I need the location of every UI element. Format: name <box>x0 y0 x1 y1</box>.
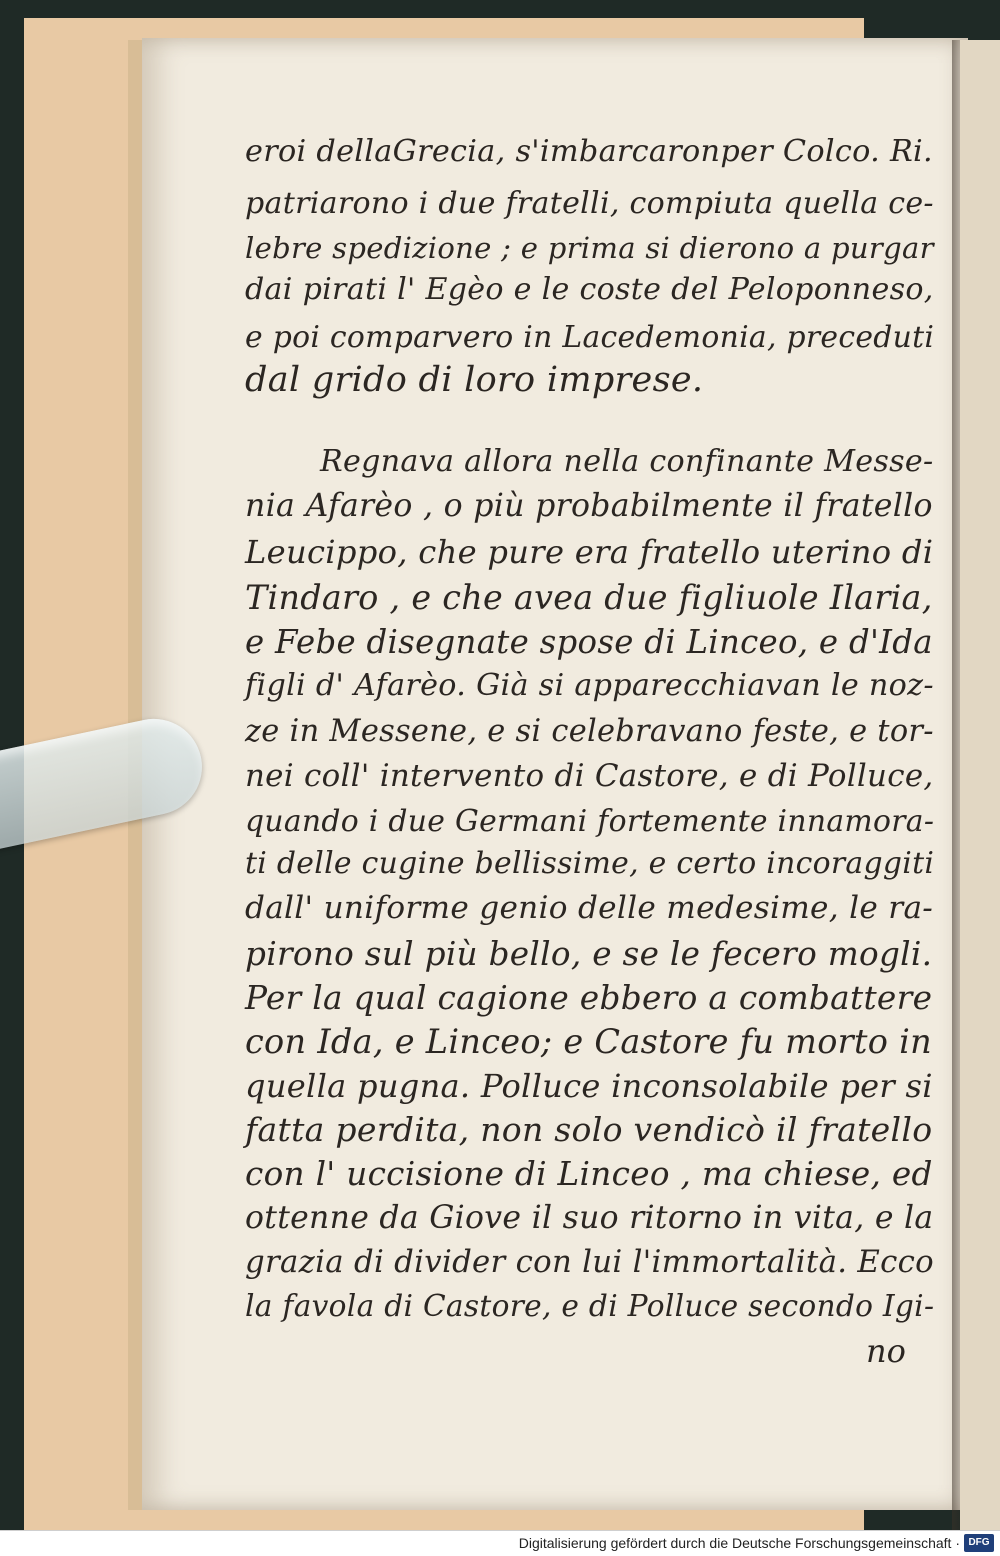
text-line: pirono sul più bello, e se le fecero mogli. <box>245 935 933 973</box>
text-line: con l' uccisione di Linceo , ma chiese, ed <box>245 1155 933 1193</box>
text-line: dal grido di loro imprese. <box>245 360 704 400</box>
text-line: figli d' Afarèo. Già si apparecchiavan le noz- <box>245 668 934 703</box>
dfg-logo: DFG <box>964 1534 994 1552</box>
footer-bar <box>0 1530 1000 1556</box>
text-line: ottenne da Giove il suo ritorno in vita, e la <box>245 1200 934 1236</box>
text-line: lebre spedizione ; e prima si dierono a purgar <box>245 231 934 265</box>
text-line: Per la qual cagione ebbero a combattere <box>245 979 933 1017</box>
text-line: e poi comparvero in Lacedemonia, preceduti <box>245 320 935 355</box>
text-line: dall' uniforme genio delle medesime, le ra- <box>245 890 934 926</box>
facing-page-edge <box>960 40 1000 1530</box>
text-line: patriarono i due fratelli, compiuta quella ce- <box>245 186 934 221</box>
catchword: no <box>866 1332 906 1370</box>
text-line: fatta perdita, non solo vendicò il fratello <box>245 1110 933 1149</box>
text-line: ze in Messene, e si celebravano feste, e tor- <box>245 714 934 749</box>
funding-credit: Digitalisierung gefördert durch die Deutsche Forschungsgemeinschaft · <box>518 1535 960 1551</box>
text-line: dai pirati l' Egèo e le coste del Peloponneso, <box>245 272 934 307</box>
text-line: eroi dellaGrecia, s'imbarcaronper Colco. Ri. <box>245 134 933 169</box>
text-line: quella pugna. Polluce inconsolabile per si <box>245 1067 933 1105</box>
text-line: e Febe disegnate spose di Linceo, e d'Ida <box>245 623 933 661</box>
text-line: nei coll' intervento di Castore, e di Polluce, <box>245 758 934 794</box>
text-line: Tindaro , e che avea due figliuole Ilaria, <box>245 578 933 617</box>
text-line: la favola di Castore, e di Polluce secondo Igi- <box>245 1289 935 1323</box>
text-line: nia Afarèo , o più probabilmente il fratello <box>245 488 933 524</box>
text-line: ti delle cugine bellissime, e certo incoraggiti <box>245 846 935 881</box>
text-line: con Ida, e Linceo; e Castore fu morto in <box>245 1022 933 1061</box>
paragraph-first-line: Regnava allora nella confinante Messe- <box>320 444 934 479</box>
text-line: grazia di divider con lui l'immortalità. Ecco <box>245 1244 934 1280</box>
text-line: quando i due Germani fortemente innamora- <box>245 804 935 839</box>
text-line: Leucippo, che pure era fratello uterino di <box>245 533 934 571</box>
